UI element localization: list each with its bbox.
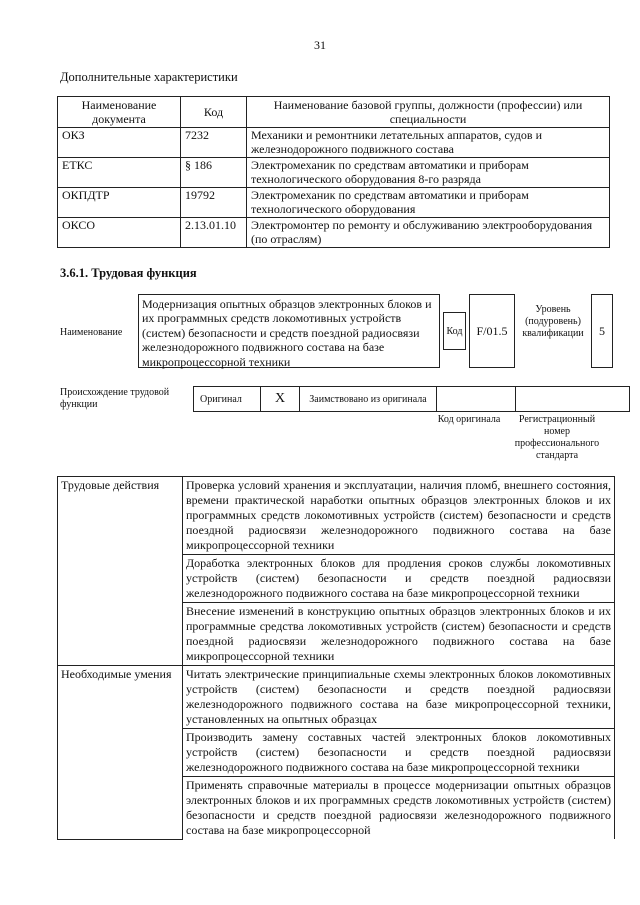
cell-code: 2.13.01.10 <box>181 218 247 248</box>
original-label: Оригинал <box>194 387 261 412</box>
cell-name: Электромонтер по ремонту и обслуживанию электрооборудования (по отраслям) <box>247 218 610 248</box>
table-row <box>58 666 615 729</box>
skill-item: Применять справочные материалы в процессе модернизации опытных образцов электронных блоков и их программных средств локомотивных устройств (систем) безопасности и средств поездной радиосвязи железнодорожного подвижного состава на базе микропроцессорной <box>183 777 615 840</box>
original-code-label: Код оригинала <box>437 414 501 425</box>
table-row <box>58 128 610 158</box>
cell-document: ОКПДТР <box>58 188 181 218</box>
original-code-cell <box>437 387 516 412</box>
cell-document: ОКСО <box>58 218 181 248</box>
table-row <box>58 477 615 555</box>
extra-characteristics-table <box>57 96 610 248</box>
skill-item: Производить замену составных частей электронных блоков локомотивных устройств (систем) безопасности и средств поездной радиосвязи железнодорожного подвижного состава на базе микропроцессорной техники <box>183 729 615 777</box>
original-mark: X <box>261 387 300 412</box>
labor-function-heading: 3.6.1. Трудовая функция <box>60 266 197 280</box>
details-table <box>57 476 615 840</box>
cell-document: ЕТКС <box>58 158 181 188</box>
table-header-row <box>58 97 610 128</box>
cell-document: ОКЗ <box>58 128 181 158</box>
registration-number-label: Регистрационный номер профессионального стандарта <box>514 414 600 461</box>
level-label: Уровень (подуровень) квалификации <box>522 304 584 339</box>
skills-label: Необходимые умения <box>58 666 183 840</box>
header-code: Код <box>181 97 247 128</box>
extra-characteristics-heading: Дополнительные характеристики <box>60 70 238 84</box>
header-document: Наименование документа <box>58 97 181 128</box>
origin-label: Происхождение трудовой функции <box>60 387 170 410</box>
origin-table <box>193 386 630 412</box>
table-row <box>58 188 610 218</box>
labor-function-name: Модернизация опытных образцов электронных блоков и их программных средств локомотивных устройств (систем) безопасности и средств поездной радиосвязи железнодорожного подвижного состава на базе микропроцессорной техники <box>138 294 440 368</box>
cell-code: § 186 <box>181 158 247 188</box>
cell-code: 19792 <box>181 188 247 218</box>
name-label: Наименование <box>60 327 123 338</box>
labor-action-item: Доработка электронных блоков для продления сроков службы локомотивных устройств (систем) безопасности и средств поездной радиосвязи железнодорожного подвижного состава на базе микропроцессорной техники <box>183 555 615 603</box>
header-name: Наименование базовой группы, должности (профессии) или специальности <box>247 97 610 128</box>
labor-action-item: Проверка условий хранения и эксплуатации, наличия пломб, внешнего состояния, времени практической наработки опытных образцов электронных блоков и их программных средств локомотивных устройств (систем) безопасности и средств поездной радиосвязи железнодорожного подвижного состава на базе микропроцессорной техники <box>183 477 615 555</box>
cell-name: Механики и ремонтники летательных аппаратов, судов и железнодорожного подвижного состава <box>247 128 610 158</box>
skill-item: Читать электрические принципиальные схемы электронных блоков локомотивных устройств (систем) безопасности и средств поездной радиосвязи железнодорожного подвижного состава на базе микропроцессорной техники, установленных на опытных образцах <box>183 666 615 729</box>
cell-name: Электромеханик по средствам автоматики и приборам технологического оборудования 8-го разряда <box>247 158 610 188</box>
table-row <box>58 218 610 248</box>
cell-name: Электромеханик по средствам автоматики и приборам технологического оборудования <box>247 188 610 218</box>
labor-actions-label: Трудовые действия <box>58 477 183 666</box>
table-row <box>58 158 610 188</box>
page-number: 31 <box>314 38 326 52</box>
cell-code: 7232 <box>181 128 247 158</box>
code-label: Код <box>443 312 466 350</box>
labor-function-code: F/01.5 <box>469 294 515 368</box>
labor-action-item: Внесение изменений в конструкцию опытных образцов электронных блоков и их программные средства локомотивных устройств (систем) безопасности и средств поездной радиосвязи железнодорожного подвижного состава на базе микропроцессорной техники <box>183 603 615 666</box>
registration-number-cell <box>516 387 630 412</box>
qualification-level: 5 <box>591 294 613 368</box>
borrowed-label: Заимствовано из оригинала <box>300 387 437 412</box>
